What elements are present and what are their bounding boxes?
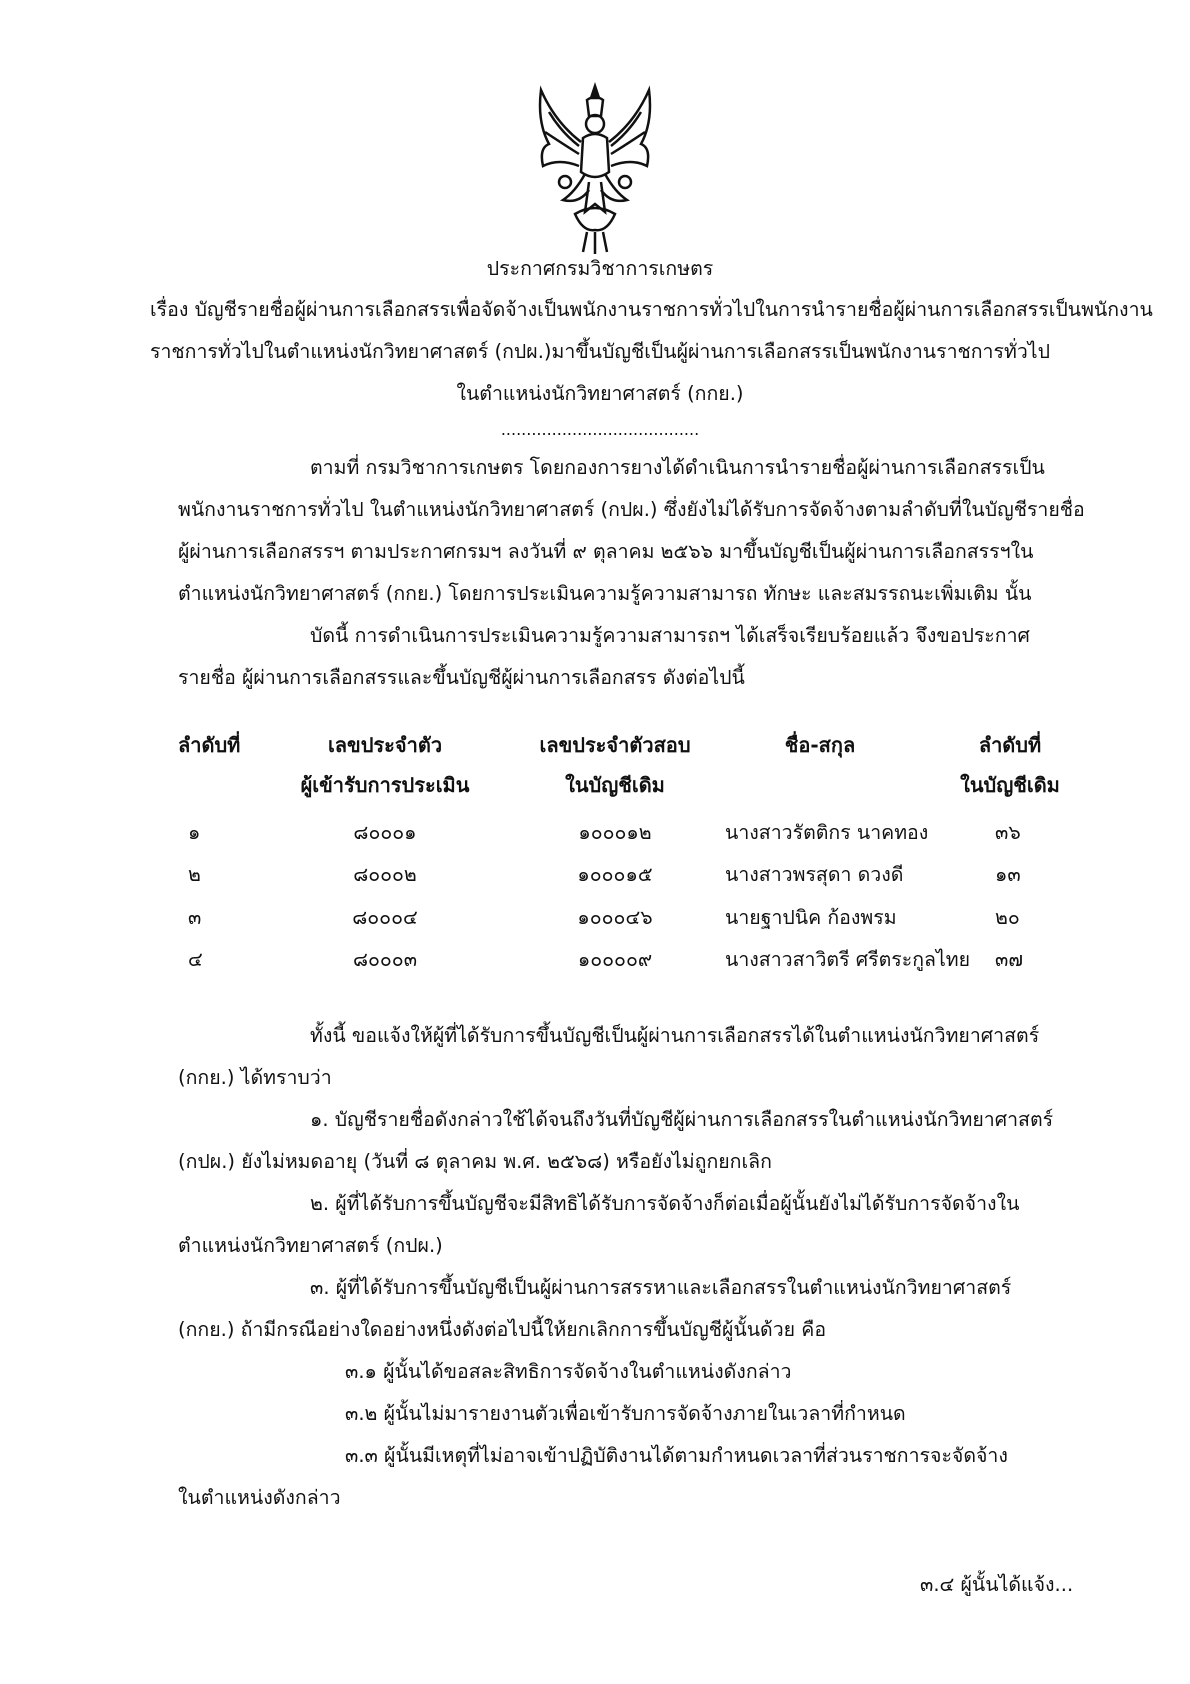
intro-line-1: ตามที่ กรมวิชาการเกษตร โดยกองการยางได้ดำเนินการนำรายชื่อผู้ผ่านการเลือกสรรเป็น <box>310 456 1045 479</box>
intro-line-2: พนักงานราชการทั่วไป ในตำแหน่งนักวิทยาศาสตร์ (กปผ.) ซึ่งยังไม่ได้รับการจัดจ้างตามลำดับที่ในบัญชีรายชื่อ <box>178 498 1085 521</box>
now-line-2: รายชื่อ ผู้ผ่านการเลือกสรรและขึ้นบัญชีผู้ผ่านการเลือกสรร ดังต่อไปนี้ <box>178 666 745 689</box>
cell-seq-no: ๓ <box>188 906 202 929</box>
intro-line-4: ตำแหน่งนักวิทยาศาสตร์ (กกย.) โดยการประเมินความรู้ความสามารถ ทักษะ และสมรรถนะเพิ่มเติม นั้น <box>178 582 1032 605</box>
cell-full-name: นางสาวรัตติกร นาคทอง <box>725 821 929 844</box>
announcement-subject-line-2: ราชการทั่วไปในตำแหน่งนักวิทยาศาสตร์ (กปผ.)มาขึ้นบัญชีเป็นผู้ผ่านการเลือกสรรเป็นพนักงานราชการทั่วไป <box>150 340 1050 363</box>
announcement-issuer: ประกาศกรมวิชาการเกษตร <box>486 257 714 280</box>
notice-line-2: (กกย.) ได้ทราบว่า <box>178 1066 332 1089</box>
header-old-rank-sub: ในบัญชีเดิม <box>960 773 1060 797</box>
continuation-marker: ๓.๔ ผู้นั้นได้แจ้ง... <box>920 1573 1074 1596</box>
header-exam-id-sub: ในบัญชีเดิม <box>565 773 665 797</box>
cell-old-rank: ๓๗ <box>995 948 1023 971</box>
item-3-3-line-2: ในตำแหน่งดังกล่าว <box>178 1486 341 1509</box>
cell-seq-no: ๔ <box>188 948 203 971</box>
notice-line-1: ทั้งนี้ ขอแจ้งให้ผู้ที่ได้รับการขึ้นบัญชีเป็นผู้ผ่านการเลือกสรรได้ในตำแหน่งนักวิทยาศาสตร์ <box>310 1024 1040 1047</box>
cell-participant-id: ๘๐๐๐๒ <box>353 863 417 886</box>
item-1-line-2: (กปผ.) ยังไม่หมดอายุ (วันที่ ๘ ตุลาคม พ.ศ. ๒๕๖๘) หรือยังไม่ถูกยกเลิก <box>178 1150 772 1173</box>
header-seq-no: ลำดับที่ <box>178 733 241 757</box>
cell-exam-id: ๑๐๐๐๑๒ <box>578 821 652 844</box>
item-3-line-2: (กกย.) ถ้ามีกรณีอย่างใดอย่างหนึ่งดังต่อไปนี้ให้ยกเลิกการขึ้นบัญชีผู้นั้นด้วย คือ <box>178 1318 827 1341</box>
intro-line-3: ผู้ผ่านการเลือกสรรฯ ตามประกาศกรมฯ ลงวันที่ ๙ ตุลาคม ๒๕๖๖ มาขึ้นบัญชีเป็นผู้ผ่านการเลือกสรรฯใน <box>178 540 1034 563</box>
item-3-line-1: ๓. ผู้ที่ได้รับการขึ้นบัญชีเป็นผู้ผ่านการสรรหาและเลือกสรรในตำแหน่งนักวิทยาศาสตร์ <box>310 1276 1012 1299</box>
cell-seq-no: ๒ <box>188 863 201 886</box>
separator-dots: ....................................... <box>500 420 700 439</box>
cell-participant-id: ๘๐๐๐๑ <box>353 821 417 844</box>
garuda-emblem-icon <box>535 82 655 257</box>
header-old-rank: ลำดับที่ <box>978 733 1042 757</box>
cell-participant-id: ๘๐๐๐๔ <box>352 906 418 929</box>
cell-full-name: นางสาวสาวิตรี ศรีตระกูลไทย <box>725 948 971 971</box>
item-3-2: ๓.๒ ผู้นั้นไม่มารายงานตัวเพื่อเข้ารับการจัดจ้างภายในเวลาที่กำหนด <box>345 1402 906 1425</box>
cell-exam-id: ๑๐๐๐๑๕ <box>577 863 653 886</box>
item-1-line-1: ๑. บัญชีรายชื่อดังกล่าวใช้ได้จนถึงวันที่บัญชีผู้ผ่านการเลือกสรรในตำแหน่งนักวิทยาศาสตร์ <box>310 1108 1054 1131</box>
announcement-subject-line-1: เรื่อง บัญชีรายชื่อผู้ผ่านการเลือกสรรเพื่อจัดจ้างเป็นพนักงานราชการทั่วไปในการนำรายชื่อผู้ผ่านการเลือกสรรเป็นพนักงาน <box>150 298 1153 321</box>
header-exam-id: เลขประจำตัวสอบ <box>539 733 691 757</box>
cell-exam-id: ๑๐๐๐๐๙ <box>577 948 653 971</box>
item-3-3-line-1: ๓.๓ ผู้นั้นมีเหตุที่ไม่อาจเข้าปฏิบัติงานได้ตามกำหนดเวลาที่ส่วนราชการจะจัดจ้าง <box>345 1444 1008 1467</box>
cell-exam-id: ๑๐๐๐๔๖ <box>577 906 653 929</box>
announcement-subject-line-3: ในตำแหน่งนักวิทยาศาสตร์ (กกย.) <box>456 382 744 405</box>
cell-full-name: นางสาวพรสุดา ดวงดี <box>725 863 904 886</box>
cell-full-name: นายฐาปนิค ก้องพรม <box>725 906 897 929</box>
cell-old-rank: ๓๖ <box>995 821 1021 844</box>
header-participant-id-sub: ผู้เข้ารับการประเมิน <box>300 773 470 797</box>
now-line-1: บัดนี้ การดำเนินการประเมินความรู้ความสามารถฯ ได้เสร็จเรียบร้อยแล้ว จึงขอประกาศ <box>310 624 1030 647</box>
cell-old-rank: ๒๐ <box>995 906 1020 929</box>
cell-participant-id: ๘๐๐๐๓ <box>352 948 418 971</box>
cell-seq-no: ๑ <box>188 821 201 844</box>
cell-old-rank: ๑๓ <box>995 863 1021 886</box>
header-full-name: ชื่อ-สกุล <box>784 733 856 757</box>
item-2-line-2: ตำแหน่งนักวิทยาศาสตร์ (กปผ.) <box>178 1234 443 1257</box>
item-2-line-1: ๒. ผู้ที่ได้รับการขึ้นบัญชีจะมีสิทธิได้รับการจัดจ้างก็ต่อเมื่อผู้นั้นยังไม่ได้รับการจัดจ้างใน <box>310 1192 1020 1215</box>
item-3-1: ๓.๑ ผู้นั้นได้ขอสละสิทธิการจัดจ้างในตำแหน่งดังกล่าว <box>345 1360 792 1383</box>
header-participant-id: เลขประจำตัว <box>327 733 443 757</box>
